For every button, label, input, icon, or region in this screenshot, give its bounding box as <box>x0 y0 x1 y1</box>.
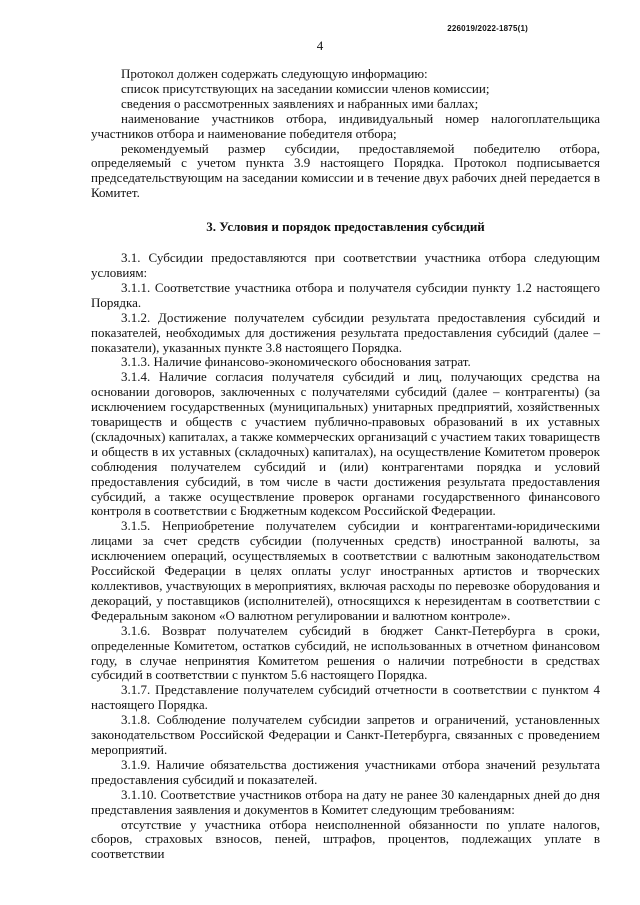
paragraph: Протокол должен содержать следующую информацию: <box>121 66 428 81</box>
document-id: 226019/2022-1875(1) <box>447 24 528 33</box>
clause-3-1-4: 3.1.4. Наличие согласия получателя субсидий и лиц, получающих средства на основании договоров, заключенных с получателями субсидий (далее – контрагенты) (за исключением государственных (муниципальных) унитарных предприятий, хозяйственных товариществ и обществ с участием публично-правовых образований в их уставных (складочных) капиталах, а также коммерческих организаций с участием таких товариществ и обществ в их уставных (складочных) капиталах), на осуществление Комитетом проверок соблюдения получателем субсидий и (или) контрагентами порядка и условий предоставления субсидий, в том числе в части достижения результата предоставления субсидий, а также осуществление проверок органами государственного финансового контроля в соответствии с Бюджетным кодексом Российской Федерации. <box>91 369 600 519</box>
clause-3-1-2: 3.1.2. Достижение получателем субсидии результата предоставления субсидий и показателей, необходимых для достижения результата предоставления субсидий (далее – показатели), указанных пункте 3.8 настоящего Порядка. <box>91 309 600 355</box>
clause-3-1-8: 3.1.8. Соблюдение получателем субсидии запретов и ограничений, установленных законодательством Российской Федерации и Санкт-Петербурга, связанных с проведением мероприятий. <box>91 712 600 757</box>
paragraph: список присутствующих на заседании комиссии членов комиссии; <box>121 80 490 96</box>
paragraph: отсутствие у участника отбора неисполненной обязанности по уплате налогов, сборов, страховых взносов, пеней, штрафов, процентов, подлежащих уплате в соответствии <box>91 816 600 862</box>
paragraph: рекомендуемый размер субсидии, предоставляемой победителю отбора, определяемый с учетом пункта 3.9 настоящего Порядка. Протокол подписывается председательствующим на заседании комиссии и в течение двух рабочих дней передается в Комитет. <box>91 140 600 201</box>
clause-3-1: 3.1. Субсидии предоставляются при соответствии участника отбора следующим условиям: <box>91 250 600 280</box>
paragraph: сведения о рассмотренных заявлениях и набранных ими баллах; <box>121 95 479 111</box>
document-body <box>91 67 600 862</box>
clause-3-1-1: 3.1.1. Соответствие участника отбора и получателя субсидии пункту 1.2 настоящего Порядка. <box>91 279 600 310</box>
page-number: 4 <box>316 38 324 53</box>
paragraph: наименование участников отбора, индивидуальный номер налогоплательщика участников отбора и наименование победителя отбора; <box>91 110 600 141</box>
clause-3-1-3: 3.1.3. Наличие финансово-экономического обоснования затрат. <box>121 354 471 370</box>
clause-3-1-6: 3.1.6. Возврат получателем субсидий в бюджет Санкт-Петербурга в сроки, определенные Комитетом, остатков субсидий, не использованных в отчетном финансовом году, в случае непринятия Комитетом решения о наличии потребности в средствах субсидий в соответствии с пунктом 5.6 настоящего Порядка. <box>91 622 600 683</box>
clause-3-1-10: 3.1.10. Соответствие участников отбора на дату не ранее 30 календарных дней до дня представления заявления и документов в Комитет следующим требованиям: <box>91 786 600 817</box>
clause-3-1-9: 3.1.9. Наличие обязательства достижения участниками отбора значений результата предоставления субсидий и показателей. <box>91 756 600 787</box>
section-heading: 3. Условия и порядок предоставления субсидий <box>206 219 485 235</box>
clause-3-1-7: 3.1.7. Представление получателем субсидий отчетности в соответствии с пунктом 4 настоящего Порядка. <box>91 682 600 713</box>
clause-3-1-5: 3.1.5. Неприобретение получателем субсидии и контрагентами-юридическими лицами за счет средств субсидии (полученных средств) иностранной валюты, за исключением операций, осуществляемых в соответствии с валютным законодательством Российской Федерации в целях оплаты услуг иностранных артистов и творческих коллективов, участвующих в мероприятиях, включая расходы по перевозке оборудования и декораций, у поставщиков (исполнителей), относящихся к нерезидентам в соответствии с Федеральным законом «О валютном регулировании и валютном контроле». <box>91 518 600 623</box>
